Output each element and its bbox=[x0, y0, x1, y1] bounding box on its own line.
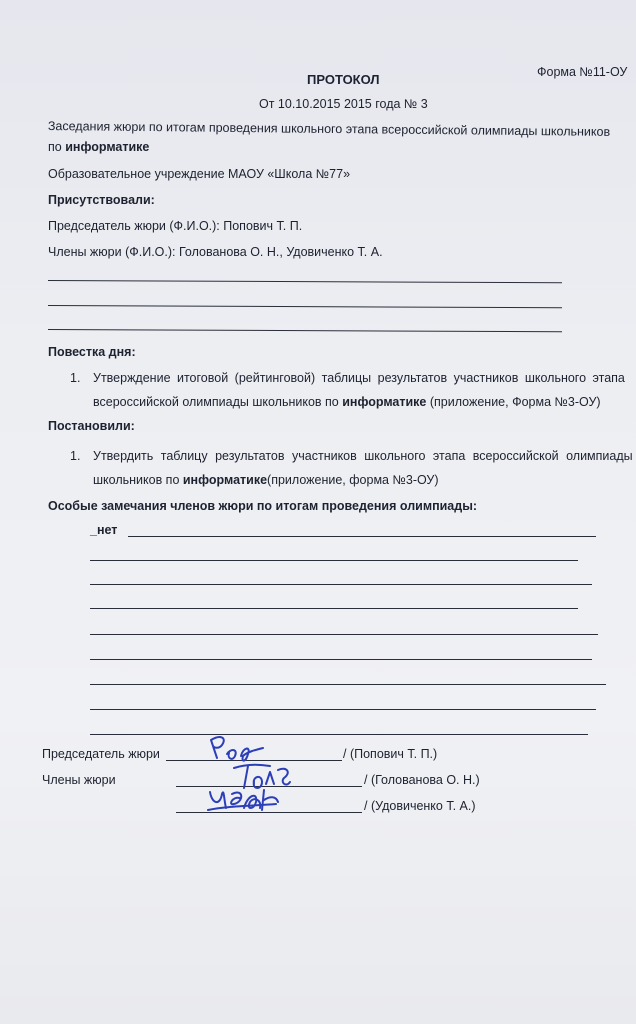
member1-signature-name: / (Голованова О. Н.) bbox=[364, 773, 480, 787]
resolved-item-line-2 bbox=[93, 472, 439, 488]
chair-signature-name: / (Попович Т. П.) bbox=[343, 747, 438, 761]
meeting-line-2 bbox=[48, 139, 149, 155]
agenda-item-number: 1. bbox=[70, 371, 81, 385]
resolved-subject: информатике bbox=[182, 473, 268, 487]
resolved-item-number: 1. bbox=[70, 449, 81, 463]
meeting-line-2-prefix: по bbox=[48, 140, 66, 154]
date-line: От 10.10.2015 2015 года № 3 bbox=[259, 97, 428, 111]
remarks-line bbox=[90, 734, 588, 735]
member2-signature-name: / (Удовиченко Т. А.) bbox=[364, 799, 476, 813]
remarks-heading: Особые замечания членов жюри по итогам проведения олимпиады: bbox=[48, 499, 478, 513]
remarks-line bbox=[90, 560, 578, 561]
chair-line: Председатель жюри (Ф.И.О.): Попович Т. П. bbox=[48, 219, 303, 233]
blank-line bbox=[48, 280, 562, 283]
present-heading: Присутствовали: bbox=[48, 193, 155, 207]
resolved-item-line-1: Утвердить таблицу результатов участников школьного этапа всероссийской олимпиады bbox=[93, 449, 633, 463]
remarks-line bbox=[90, 634, 598, 635]
members-line: Члены жюри (Ф.И.О.): Голованова О. Н., Удовиченко Т. А. bbox=[48, 245, 383, 259]
blank-line bbox=[48, 305, 562, 308]
agenda-line-2-prefix: всероссийской олимпиады школьников по bbox=[93, 395, 343, 409]
remarks-line bbox=[90, 709, 596, 710]
agenda-subject: информатике bbox=[342, 395, 427, 409]
form-number: Форма №11-ОУ bbox=[537, 65, 628, 79]
agenda-item-line-1: Утверждение итоговой (рейтинговой) таблицы результатов участников школьного этапа bbox=[93, 371, 625, 385]
resolved-heading: Постановили: bbox=[48, 419, 135, 433]
agenda-item-line-2 bbox=[93, 394, 601, 410]
remarks-line bbox=[90, 608, 578, 609]
agenda-line-2-suffix: (приложение, Форма №3-ОУ) bbox=[426, 395, 601, 409]
remarks-line bbox=[90, 584, 592, 585]
resolved-line-2-suffix: (приложение, форма №3-ОУ) bbox=[267, 473, 439, 487]
resolved-line-2-prefix: школьников по bbox=[93, 473, 183, 487]
remarks-line bbox=[128, 536, 596, 537]
blank-line bbox=[48, 329, 562, 332]
meeting-line-1: Заседания жюри по итогам проведения школьного этапа всероссийской олимпиады школьников bbox=[47, 118, 611, 139]
agenda-heading: Повестка дня: bbox=[48, 345, 136, 359]
meeting-subject: информатике bbox=[65, 140, 150, 154]
remarks-value: _нет bbox=[90, 523, 118, 537]
institution: Образовательное учреждение МАОУ «Школа №77» bbox=[48, 167, 351, 181]
members-signature-label: Члены жюри bbox=[42, 773, 116, 787]
remarks-line bbox=[90, 684, 606, 685]
remarks-line bbox=[90, 659, 592, 660]
chair-signature-label: Председатель жюри bbox=[42, 747, 160, 761]
member2-signature bbox=[204, 782, 284, 816]
document-title: ПРОТОКОЛ bbox=[307, 72, 380, 87]
